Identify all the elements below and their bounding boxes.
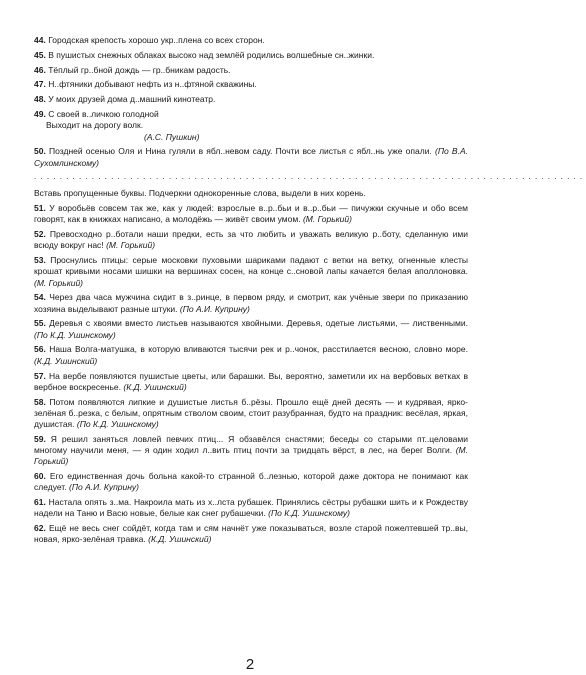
item-number: 48. bbox=[34, 94, 46, 105]
exercise-item bbox=[34, 79, 468, 90]
item-text: Наша Волга-матушка, в которую вливаются тысячи рек и р..чонок, расстилается весною, словно море. bbox=[49, 344, 468, 355]
item-number: 45. bbox=[34, 49, 46, 60]
exercise-item bbox=[34, 318, 468, 340]
poem-line-1: С своей в..личкою голодной bbox=[48, 109, 159, 120]
exercise-item bbox=[34, 471, 468, 493]
exercise-item bbox=[34, 397, 468, 431]
item-number: 47. bbox=[34, 79, 46, 90]
exercise-item bbox=[34, 203, 468, 225]
page-number: 2 bbox=[245, 656, 255, 673]
task-instruction: Вставь пропущенные буквы. Подчеркни однокоренные слова, выдели в них корень. bbox=[34, 187, 366, 198]
item-number: 58. bbox=[34, 396, 46, 407]
item-text: Через два часа мужчина сидит в з..ринце, в первом ряду, и смотрит, как учёные звери по приказанию хозяина выделывают разные штуки. bbox=[34, 292, 468, 314]
item-number: 51. bbox=[34, 203, 46, 214]
item-text: Проснулись птицы: серые московки пуховыми шариками падают с ветки на ветку, огненные клесты крошат кривыми носами шишки на вершинах сосен, на конце с..сновой лапы качается белая аполлоновка. bbox=[34, 255, 468, 277]
exercise-item bbox=[34, 255, 468, 289]
exercise-item bbox=[34, 35, 468, 46]
exercise-item bbox=[34, 65, 468, 76]
item-number: 50. bbox=[34, 146, 46, 157]
item-source: (К.Д. Ушинский) bbox=[34, 355, 98, 366]
item-text: Деревья с хвоями вместо листьев называются хвойными. Деревья, одетые листьями, — лиственными. bbox=[49, 318, 468, 329]
item-text: Поздней осенью Оля и Нина гуляли в ябл..невом саду. Почти все листья с ябл..нь уже опали. bbox=[49, 146, 432, 157]
item-text: Потом появляются липкие и душистые листья б..рёзы. Прошло ещё дней десять — и кудрявая, ярко-зелёная б..резка, с белым, опрятным стволом своим, стоит разубранная, будто на праздник: весёлая, яркая, душистая. bbox=[34, 396, 468, 429]
item-text: Городская крепость хорошо укр..плена со всех сторон. bbox=[48, 35, 265, 45]
item-number: 52. bbox=[34, 229, 46, 240]
item-number: 60. bbox=[34, 471, 46, 482]
dotted-separator: ...................................................................................... bbox=[34, 172, 586, 182]
item-source: (М. Горький) bbox=[34, 277, 84, 288]
exercise-item bbox=[34, 94, 468, 105]
item-number: 55. bbox=[34, 318, 46, 329]
exercise-item bbox=[34, 50, 468, 61]
item-text: На вербе появляются пушистые цветы, или барашки. Вы, вероятно, заметили их на вербовых ветках в вербное воскресенье. bbox=[34, 370, 468, 392]
poem bbox=[34, 109, 468, 143]
item-source: (По В.А. Сухомлинскому) bbox=[34, 146, 468, 168]
item-source: (К.Д. Ушинский) bbox=[148, 534, 212, 545]
item-text: Его единственная дочь больна какой-то странной б..лезнью, которой даже доктора не понимают как следует. bbox=[34, 471, 468, 493]
item-number: 53. bbox=[34, 255, 46, 266]
item-number: 49. bbox=[34, 109, 46, 120]
item-text: Настала опять з..ма. Накроила мать из х..лста рубашек. Принялись сёстры рубашки шить и к Рождеству надели на Таню и Васю новые, белые как снег рубашечки. bbox=[34, 497, 468, 519]
exercise-item bbox=[34, 292, 468, 314]
item-text: Я решил заняться ловлей певчих птиц... Я обзавёлся снастями; беседы со старыми пт..целовами многому научили меня, — я один ходил л..вить птиц почти за тридцать вёрст, в лес, на берег Волги. bbox=[34, 433, 468, 456]
exercise-item bbox=[34, 229, 468, 251]
item-number: 46. bbox=[34, 64, 46, 75]
item-number: 57. bbox=[34, 370, 46, 381]
item-number: 59. bbox=[34, 433, 46, 444]
item-number: 61. bbox=[34, 497, 46, 508]
item-number: 44. bbox=[34, 35, 46, 45]
item-source: (По К.Д. Ушинскому) bbox=[34, 329, 116, 340]
item-text: Н..фтяники добывают нефть из н..фтяной скважины. bbox=[48, 79, 257, 90]
exercise-item bbox=[34, 344, 468, 366]
item-number: 56. bbox=[34, 344, 46, 355]
item-text: У моих друзей дома д..машний кинотеатр. bbox=[48, 94, 216, 105]
exercise-item bbox=[34, 371, 468, 393]
item-number: 62. bbox=[34, 523, 46, 534]
poem-author: (А.С. Пушкин) bbox=[144, 131, 200, 142]
item-text: В пушистых снежных облаках высоко над землёй родились волшебные сн..жинки. bbox=[48, 49, 375, 60]
exercise-item bbox=[34, 497, 468, 519]
item-source: (По К.Д. Ушинскому) bbox=[268, 508, 350, 519]
exercise-item-50 bbox=[34, 146, 468, 168]
item-text: У воробьёв совсем так же, как у людей: взрослые в..р..бьи и в..р..бьи — пичужки скучные и обо всем говорят, как в книжках написано, а молодёжь — живёт своим умом. bbox=[34, 203, 468, 225]
item-source: (М. Горький) bbox=[34, 445, 468, 467]
item-number: 54. bbox=[34, 292, 46, 303]
item-source: (По К.Д. Ушинскому) bbox=[76, 418, 159, 429]
exercise-list-b bbox=[34, 203, 468, 545]
item-text: Тёплый гр..бной дождь — гр..бникам радость. bbox=[48, 64, 231, 75]
exercise-list-a bbox=[34, 35, 468, 105]
item-source: (М. Горький) bbox=[106, 240, 156, 251]
exercise-item bbox=[34, 434, 468, 468]
item-source: (По А.И. Куприну) bbox=[69, 482, 139, 493]
item-source: (По А.И. Куприну) bbox=[179, 303, 250, 314]
item-text: Превосходно р..ботали наши предки, есть за что любить и уважать великую р..боту, сделанную ими всюду вокруг нас! bbox=[34, 229, 468, 251]
item-source: (М. Горький) bbox=[302, 214, 352, 225]
poem-line-2: Выходит на дорогу волк. bbox=[46, 120, 144, 131]
item-text: Ещё не весь снег сойдёт, когда там и сям начнёт уже показываться, возле старой пожелтевшей тр..вы, новая, ярко-зелёная травка. bbox=[34, 523, 468, 545]
poem-item bbox=[34, 109, 468, 143]
exercise-item bbox=[34, 523, 468, 545]
item-source: (К.Д. Ушинский) bbox=[123, 381, 187, 392]
